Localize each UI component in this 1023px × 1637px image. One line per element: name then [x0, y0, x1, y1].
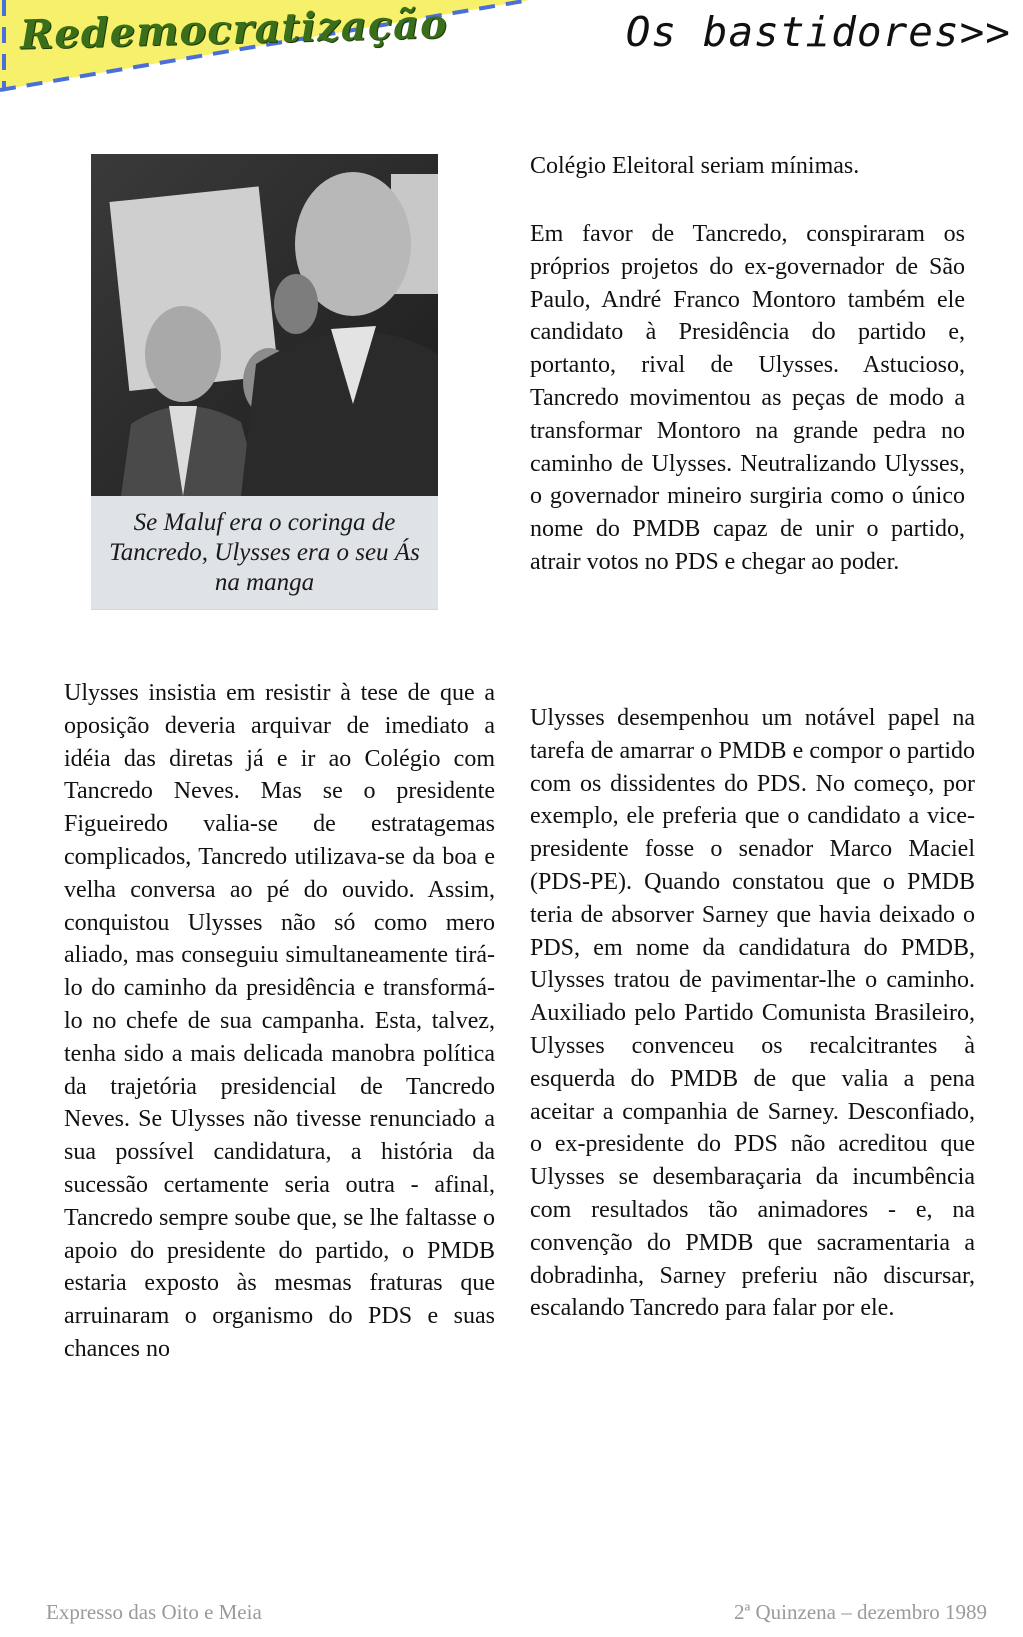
photo-image [91, 154, 438, 496]
article-right-paragraph-1: Colégio Eleitoral seriam mínimas. [530, 153, 860, 179]
footer-issue-date: 2ª Quinzena – dezembro 1989 [733, 1600, 987, 1624]
article-left-column: Ulysses insistia em resistir à tese de que a oposição deveria arquivar de imediato a idéia das diretas já e ir ao Colégio com Tancredo Neves. Mas se o presidente Figueiredo valia-se de estratagemas complicados, Tancredo utilizava-se da boa e velha conversa ao pé do ouvido. Assim, conquistou Ulysses não só como mero aliado, mas conseguiu simultaneamente tirá-lo do caminho da presidência e transformá-lo no chefe de sua campanha. Esta, talvez, tenha sido a mais delicada manobra política da trajetória presidencial de Tancredo Neves. Se Ulysses não tivesse renunciado a sua possível candidatura, a história da sucessão certamente seria outra - afinal, Tancredo sempre soube que, se lhe faltasse o apoio do presidente do partido, o PMDB estaria exposto às mesmas fraturas que arruinaram o organismo do PDS e suas chances no [64, 680, 495, 1362]
photo-caption: Se Maluf era o coringa de Tancredo, Ulysses era o seu Ás na manga [91, 496, 438, 610]
header-banner [0, 0, 540, 100]
article-right-paragraph-3: Ulysses desempenhou um notável papel na tarefa de amarrar o PMDB e compor o partido com os dissidentes do PDS. No começo, por exemplo, ele preferia que o candidato a vice-presidente fosse o senador Marco Maciel (PDS-PE). Quando constatou que o PMDB teria de absorver Sarney que havia deixado o PDS, em nome da candidatura do PMDB, Ulysses tratou de pavimentar-lhe o caminho. Auxiliado pelo Partido Comunista Brasileiro, Ulysses convenceu os recalcitrantes à esquerda do PMDB de que valia a pena aceitar a companhia de Sarney. Desconfiado, o ex-presidente do PDS não acreditou que Ulysses se desembaraçaria da incumbência com resultados tão animadores - e, na convenção do PMDB que sacramentaria a dobradinha, Sarney preferiu não discursar, escalando Tancredo para falar por ele. [530, 705, 975, 1322]
photo-politicians-at-rally [91, 154, 438, 496]
article-right-paragraph-2: Em favor de Tancredo, conspiraram os próprios projetos do ex-governador de São Paulo, André Franco Montoro também ele candidato à Presidência do partido e, portanto, rival de Ulysses. Astucioso, Tancredo movimentou as peças de modo a transformar Montoro na grande pedra no caminho de Ulysses. Neutralizando Ulysses, o governador mineiro surgiria como o único nome do PMDB capaz de unir o partido, atrair votos no PDS e chegar ao poder. [530, 221, 965, 575]
section-title: Os bastidores>> [625, 8, 1011, 56]
banner-title: Redemocratização [19, 0, 449, 59]
footer-publication: Expresso das Oito e Meia [46, 1600, 262, 1624]
